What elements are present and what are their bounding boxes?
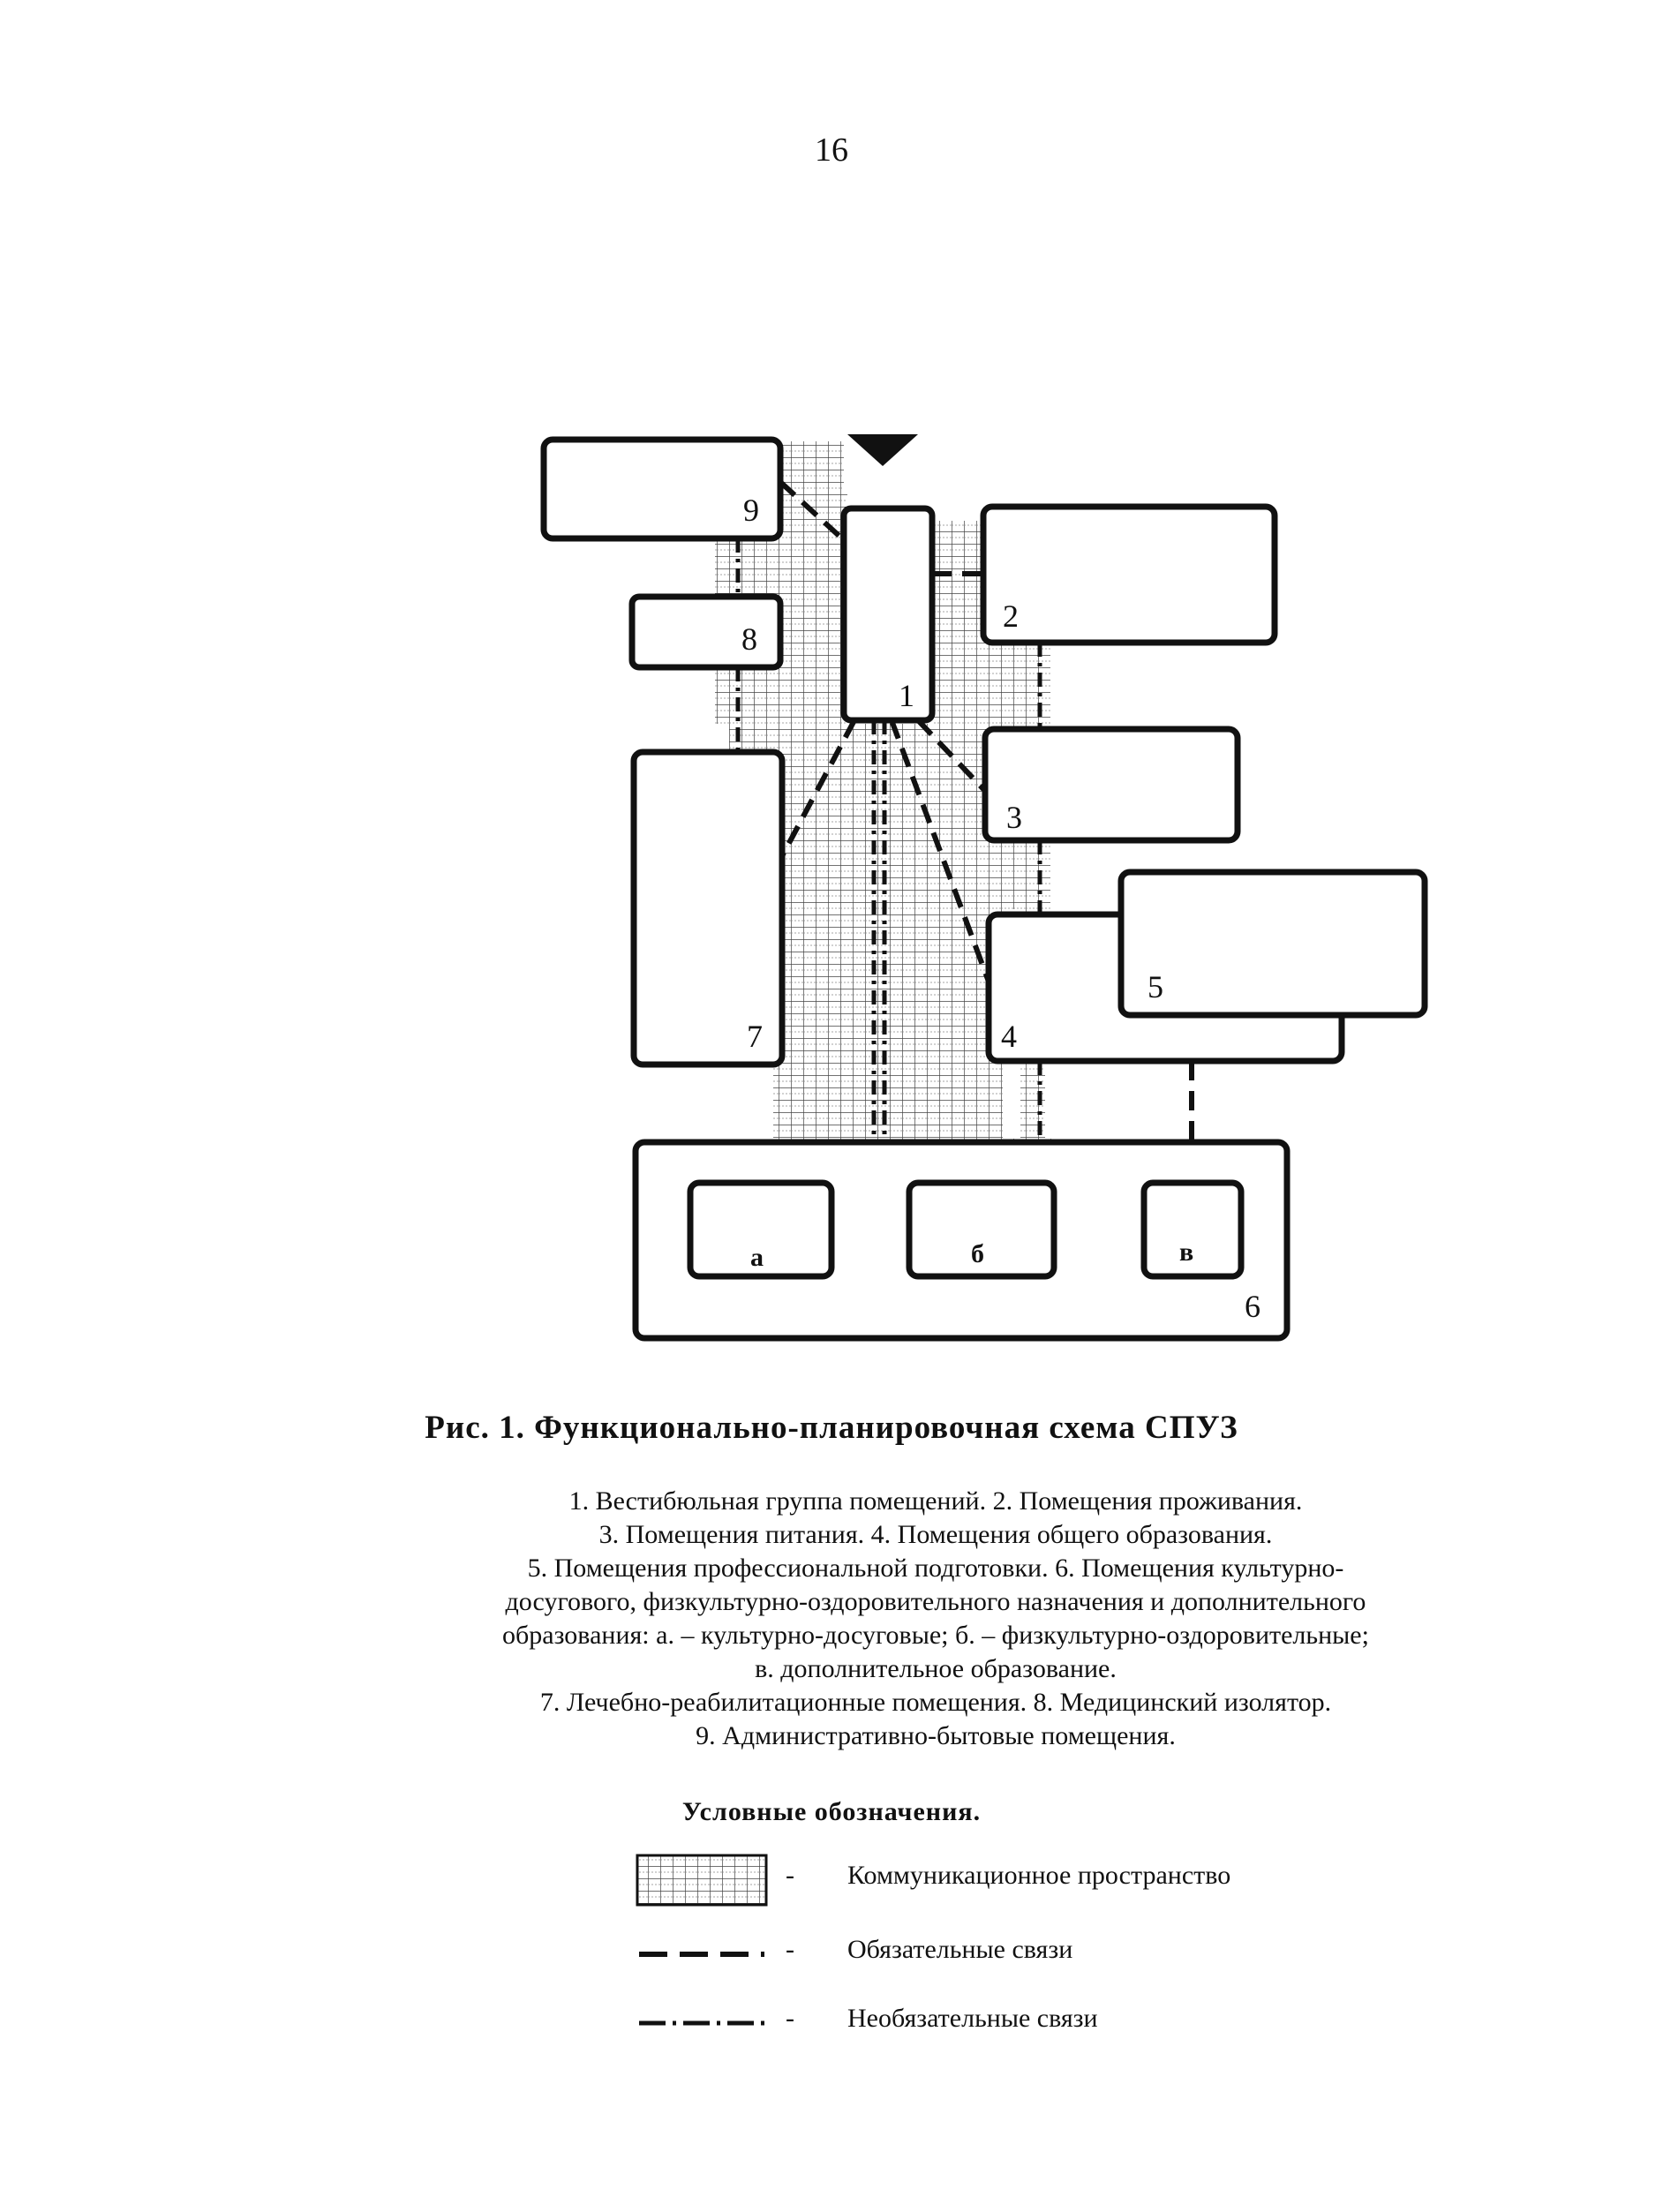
zone-8-box bbox=[632, 597, 780, 667]
dash-dot-line-icon bbox=[636, 1997, 768, 2050]
zone-5-label: 5 bbox=[1148, 969, 1163, 1004]
zone-1-box bbox=[844, 508, 932, 720]
description-line: 3. Помещения питания. 4. Помещения общего образования. bbox=[598, 1520, 1273, 1549]
legend-label: Обязательные связи bbox=[847, 1935, 1073, 1964]
zone-a-label: а bbox=[750, 1243, 764, 1272]
zone-1-label: 1 bbox=[899, 678, 914, 713]
zone-3-box bbox=[985, 729, 1238, 840]
zone-8-label: 8 bbox=[741, 621, 757, 657]
zone-7-box bbox=[634, 752, 782, 1065]
legend-label: Необязательные связи bbox=[847, 2004, 1098, 2033]
grid-hatch-icon bbox=[636, 1854, 768, 1907]
legend-dash: - bbox=[786, 2004, 794, 2033]
description-line: 7. Лечебно-реабилитационные помещения. 8. Медицинский изолятор. bbox=[539, 1688, 1332, 1717]
zone-6-label: 6 bbox=[1245, 1289, 1260, 1324]
dashed-line-icon bbox=[636, 1928, 768, 1981]
legend-heading: Условные обозначения. bbox=[681, 1797, 982, 1826]
description-line: образования: а. – культурно-досуговые; б. – физкультурно-оздоровительные; bbox=[502, 1621, 1369, 1650]
zone-2-box bbox=[983, 507, 1275, 643]
page-number: 16 bbox=[815, 132, 848, 169]
legend-dash: - bbox=[786, 1861, 794, 1890]
entrance-arrow-icon bbox=[847, 434, 918, 466]
zone-b-label: б bbox=[971, 1239, 984, 1268]
description-line: 5. Помещения профессиональной подготовки. 6. Помещения культурно- bbox=[527, 1554, 1344, 1583]
description-line: 9. Административно-бытовые помещения. bbox=[696, 1721, 1176, 1750]
zone-4-label: 4 bbox=[1001, 1019, 1017, 1054]
legend-label: Коммуникационное пространство bbox=[847, 1861, 1231, 1890]
description-line: досугового, физкультурно-оздоровительного назначения и дополнительного bbox=[505, 1587, 1366, 1616]
zone-9-label: 9 bbox=[743, 493, 759, 528]
zone-2-label: 2 bbox=[1003, 598, 1019, 634]
zone-7-label: 7 bbox=[747, 1019, 763, 1054]
zone-v-label: в bbox=[1179, 1238, 1194, 1267]
description-line: 1. Вестибюльная группа помещений. 2. Помещения проживания. bbox=[568, 1486, 1303, 1516]
legend-dash: - bbox=[786, 1935, 794, 1964]
figure-title: Рис. 1. Функционально-планировочная схема СПУЗ bbox=[425, 1410, 1238, 1446]
zone-3-label: 3 bbox=[1006, 800, 1022, 835]
zone-5-box bbox=[1121, 872, 1425, 1015]
description-line: в. дополнительное образование. bbox=[755, 1654, 1117, 1683]
figure-description bbox=[424, 1485, 1448, 1753]
